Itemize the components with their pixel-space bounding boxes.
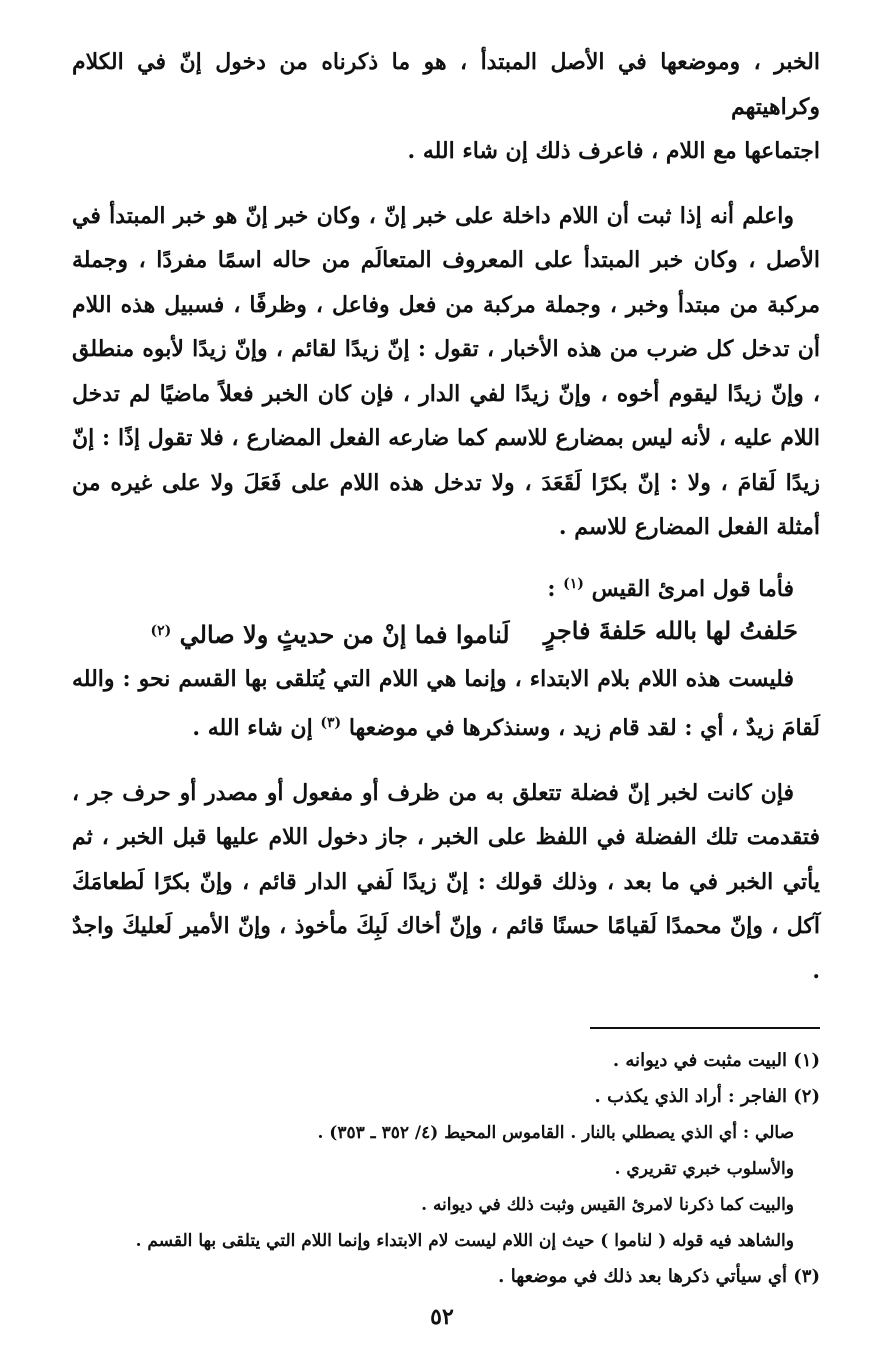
verse-intro-colon: : bbox=[547, 575, 564, 602]
paragraph-2: واعلم أنه إذا ثبت أن اللام داخلة على خبر إنّ ، وكان خبر إنّ هو خبر المبتدأ في الأصل ، وكان خبر المبتدأ على المعروف المتعالَم من حاله اسمًا مفردًا ، وجملة مركبة من مبتدأ وخبر ، وجملة مركبة من فعل وفاعل ، وظرفًا ، فسبيل هذه اللام أن تدخل كل ضرب من هذه الأخبار ، تقول : إنّ زيدًا لقائم ، وإنّ زيدًا لأبوه منطلق ، وإنّ زيدًا ليقوم أخوه ، وإنّ زيدًا لفي الدار ، فإن كان الخبر فعلاً ماضيًا لم تدخل اللام عليه ، لأنه ليس بمضارع للاسم كما ضارعه الفعل المضارع ، فلا تقول إذًا : إنّ زيدًا لَقامَ ، ولا : إنّ بكرًا لَقَعَدَ ، ولا تدخل هذه اللام على فَعَلَ ولا على غيره من أمثلة الفعل المضارع للاسم . bbox=[72, 202, 821, 540]
footnote-2-detail-3: والبيت كما ذكرنا لامرئ القيس وثبت ذلك في ديوانه . bbox=[421, 1195, 794, 1215]
paragraph-gap bbox=[72, 751, 820, 771]
footnote-2-detail-1: صالي : أي الذي يصطلي بالنار . القاموس المحيط (٤/ ٣٥٢ ـ ٣٥٣) . bbox=[317, 1123, 794, 1143]
paragraph-4: فإن كانت لخبر إنّ فضلة تتعلق به من ظرف أو مفعول أو مصدر أو حرف جر ، فتقدمت تلك الفضلة في اللفظ على الخبر ، جاز دخول اللام عليها قبل الخبر ، ثم يأتي الخبر في ما بعد ، وذلك قولك : إنّ زيدًا لَفي الدار قائم ، وإنّ بكرًا لَطعامَكَ آكل ، وإنّ محمدًا لَقيامًا حسنًا قائم ، وإنّ أخاك لَبِكَ مأخوذ ، وإنّ الأمير لَعليكَ واجدٌ . bbox=[72, 779, 820, 984]
footnote-2-detail-4: والشاهد فيه قوله ( لناموا ) حيث إن اللام ليست لام الابتداء وإنما اللام التي يتلقى بها القسم . bbox=[135, 1231, 794, 1251]
footnote-ref-1: (١) bbox=[563, 575, 584, 592]
footnote-1: (١) البيت مثبت في ديوانه . bbox=[612, 1050, 820, 1071]
footnote-ref-2: (٢) bbox=[150, 622, 172, 639]
paragraph-1-line-1: الخبر ، وموضعها في الأصل المبتدأ ، هو ما ذكرناه من دخول إنّ في الكلام وكراهيتهم bbox=[72, 49, 820, 120]
footnote-2: (٢) الفاجر : أراد الذي يكذب . bbox=[594, 1086, 820, 1107]
footnote-separator bbox=[590, 1027, 820, 1029]
paragraph-3-end: إن شاء الله . bbox=[192, 715, 321, 741]
footnotes bbox=[72, 1043, 820, 1295]
verse-second-text: لَناموا فما إنْ من حديثٍ ولا صالي bbox=[179, 619, 510, 649]
verse-intro-text: فأما قول امرئ القيس bbox=[591, 575, 794, 602]
page-number: ٥٢ bbox=[430, 1304, 454, 1330]
footnote-2-detail-2: والأسلوب خبري تقريري . bbox=[614, 1159, 794, 1179]
paragraph-1-line-2: اجتماعها مع اللام ، فاعرف ذلك إن شاء الله . bbox=[407, 138, 820, 164]
verse-first-hemistich: حَلفتُ لها بالله حَلفةَ فاجرٍ bbox=[543, 615, 798, 645]
paragraph-3-text: فليست هذه اللام بلام الابتداء ، وإنما هي اللام التي يُتلقى بها القسم نحو : والله لَقامَ زيدٌ ، أي : لقد قام زيد ، وسنذكرها في موضعها bbox=[72, 665, 820, 741]
paragraph-gap bbox=[72, 174, 820, 194]
footnote-3: (٣) أي سيأتي ذكرها بعد ذلك في موضعها . bbox=[498, 1266, 820, 1287]
verse-intro bbox=[72, 564, 820, 609]
footnote-ref-3: (٣) bbox=[320, 715, 342, 731]
poetry-verse bbox=[72, 609, 798, 657]
paragraph-3 bbox=[72, 657, 820, 751]
verse-second-hemistich bbox=[151, 609, 510, 657]
body-text bbox=[72, 40, 820, 993]
